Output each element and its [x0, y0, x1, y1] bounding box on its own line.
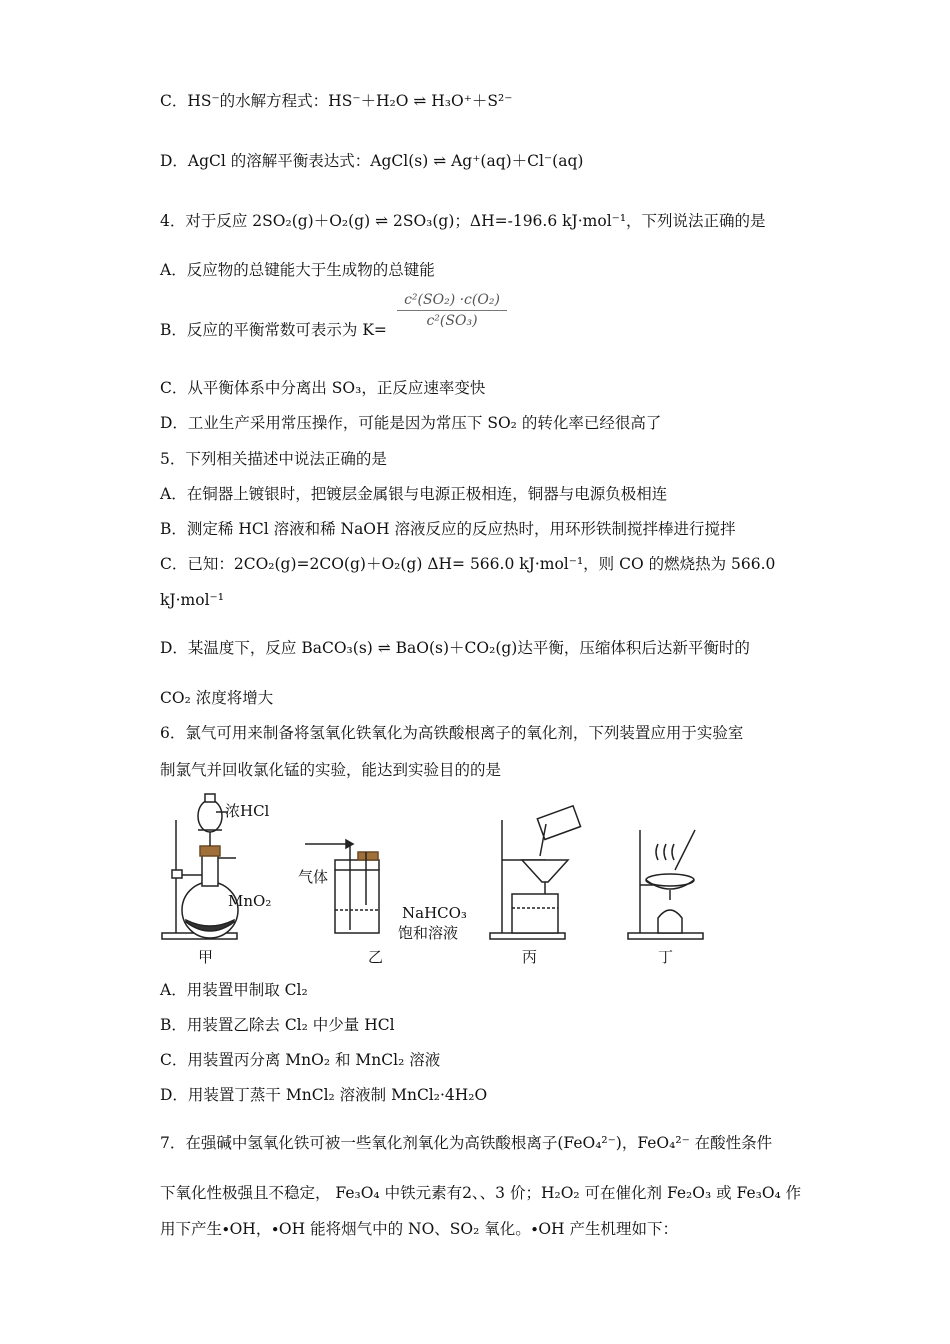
option-4b: B．反应的平衡常数可表示为 K=: [160, 321, 387, 339]
option-5b: B．测定稀 HCl 溶液和稀 NaOH 溶液反应的反应热时，用环形铁制搅拌棒进行搅拌: [160, 520, 736, 538]
label-mno2: MnO₂: [228, 892, 272, 910]
label-conc-hcl: 浓HCl: [225, 802, 270, 820]
option-5d: D．某温度下，反应 BaCO₃(s) ⇌ BaO(s)＋CO₂(g)达平衡，压缩体积后达新平衡时的: [160, 639, 750, 657]
label-nahco3: NaHCO₃: [402, 904, 467, 922]
option-5d-cont: CO₂ 浓度将增大: [160, 689, 274, 707]
option-3d: D．AgCl 的溶解平衡表达式：AgCl(s) ⇌ Ag⁺(aq)＋Cl⁻(aq): [160, 152, 584, 170]
fraction-numerator: c²(SO₂) ·c(O₂): [397, 292, 507, 311]
caption-bing: 丙: [522, 948, 538, 966]
caption-yi: 乙: [368, 948, 384, 966]
question-4: 4．对于反应 2SO₂(g)＋O₂(g) ⇌ 2SO₃(g)；ΔH=-196.6 kJ·mol⁻¹，下列说法正确的是: [160, 212, 766, 230]
question-7-cont: 下氧化性极强且不稳定， Fe₃O₄ 中铁元素有2、、3 价；H₂O₂ 可在催化剂 Fe₂O₃ 或 Fe₃O₄ 作: [160, 1184, 802, 1202]
equilibrium-constant-fraction: [397, 292, 507, 329]
question-6: 6．氯气可用来制备将氢氧化铁氧化为高铁酸根离子的氧化剂，下列装置应用于实验室: [160, 724, 744, 742]
label-saturated-solution: 饱和溶液: [398, 924, 459, 942]
question-7-cont2: 用下产生∙OH，∙OH 能将烟气中的 NO、SO₂ 氧化。∙OH 产生机理如下：: [160, 1220, 678, 1238]
option-3c: C．HS⁻的水解方程式：HS⁻＋H₂O ⇌ H₃O⁺＋S²⁻: [160, 92, 513, 110]
option-4c: C．从平衡体系中分离出 SO₃，正反应速率变快: [160, 379, 486, 397]
question-5: 5．下列相关描述中说法正确的是: [160, 450, 387, 468]
label-gas: 气体: [298, 868, 329, 886]
option-4a: A．反应物的总键能大于生成物的总键能: [160, 261, 435, 279]
option-5c-unit: kJ·mol⁻¹: [160, 591, 224, 609]
fraction-denominator: c²(SO₃): [426, 313, 478, 329]
question-7: 7．在强碱中氢氧化铁可被一些氧化剂氧化为高铁酸根离子(FeO₄²⁻)，FeO₄²⁻ 在酸性条件: [160, 1134, 773, 1152]
option-5a: A．在铜器上镀银时，把镀层金属银与电源正极相连，铜器与电源负极相连: [160, 485, 668, 503]
option-6b: B．用装置乙除去 Cl₂ 中少量 HCl: [160, 1016, 395, 1034]
option-5c: C．已知：2CO₂(g)=2CO(g)＋O₂(g) ΔH= 566.0 kJ·mol⁻¹，则 CO 的燃烧热为 566.0: [160, 555, 776, 573]
question-6-cont: 制氯气并回收氯化锰的实验，能达到实验目的的是: [160, 761, 502, 779]
caption-ding: 丁: [658, 948, 674, 966]
option-6a: A．用装置甲制取 Cl₂: [160, 981, 308, 999]
option-6c: C．用装置丙分离 MnO₂ 和 MnCl₂ 溶液: [160, 1051, 441, 1069]
option-6d: D．用装置丁蒸干 MnCl₂ 溶液制 MnCl₂·4H₂O: [160, 1086, 488, 1104]
caption-jia: 甲: [198, 948, 214, 966]
option-4d: D．工业生产采用常压操作，可能是因为常压下 SO₂ 的转化率已经很高了: [160, 414, 662, 432]
